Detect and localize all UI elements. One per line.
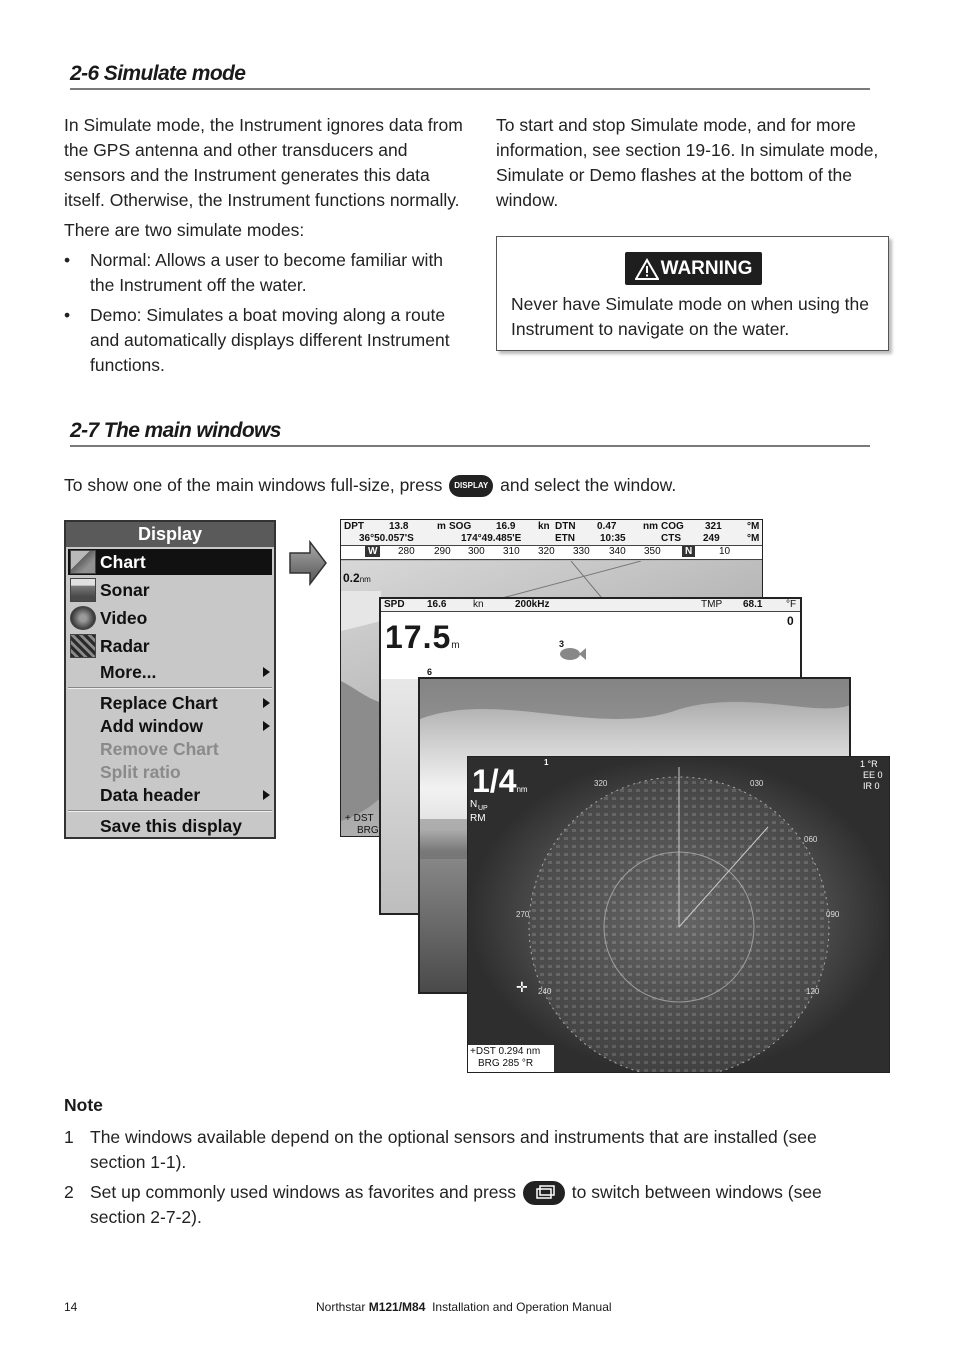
chart-scale: 0.2nm (343, 571, 371, 585)
bearing-label: 060 (804, 835, 818, 844)
compass-label: 300 (468, 546, 485, 557)
section-title-simulate: 2-6 Simulate mode (70, 62, 870, 90)
menu-divider (68, 810, 272, 812)
hdr-cts-unit: °M (747, 533, 760, 544)
fish-depth-label: 3 (559, 639, 565, 649)
chart-dst-label: + DST (345, 813, 374, 824)
hdr-etn-label: ETN (555, 533, 575, 544)
menu-item-chart[interactable]: Chart (68, 549, 272, 575)
hdr-etn-value: 10:35 (600, 533, 626, 544)
sonar-range-top: 0 (787, 614, 794, 628)
menu-item-split-ratio: Split ratio (100, 762, 181, 782)
warning-label: WARNING (660, 257, 753, 279)
hdr-spd-unit: kn (473, 599, 484, 610)
chart-icon (70, 550, 96, 574)
video-icon (70, 606, 96, 630)
menu-item-save-display[interactable]: Save this display (100, 816, 243, 836)
bearing-label: 320 (594, 779, 608, 788)
list-item: • Demo: Simulates a boat moving along a route and automatically displays different Instrument functions. (64, 303, 464, 378)
menu-item-replace-chart[interactable]: Replace Chart (68, 690, 272, 716)
compass-label: 350 (644, 546, 661, 557)
hdr-cog-value: 321 (705, 521, 722, 532)
simulate-paragraph-2: There are two simulate modes: (64, 220, 305, 240)
radar-top-label: 1 (544, 758, 549, 767)
note-text-after: to switch between windows (see section 2-7-2). (90, 1182, 822, 1228)
simulate-left-column (64, 113, 464, 383)
compass-label: 330 (573, 546, 590, 557)
page-number: 14 (64, 1300, 78, 1314)
list-item: • Normal: Allows a user to become familiar with the Instrument off the water. (64, 248, 464, 298)
footer-title: Northstar M121/M84 Installation and Operation Manual (316, 1300, 612, 1314)
menu-item-remove-chart: Remove Chart (100, 739, 219, 759)
compass-label: 10 (719, 546, 731, 557)
hdr-dpt-value: 13.8 (389, 521, 409, 532)
radar-mode-rm: RM (470, 813, 486, 824)
radar-range-readout: 1/4nm (472, 763, 528, 799)
radar-dst-row: +DST 0.294 nm (470, 1046, 541, 1057)
note-text: The windows available depend on the optional sensors and instruments that are installed (see section 1-1). (90, 1127, 817, 1172)
hdr-longitude: 174°49.485'E (461, 533, 522, 544)
radar-info-line: EE 0 (863, 770, 883, 780)
list-item (64, 1180, 874, 1230)
compass-label: W (365, 546, 380, 557)
bearing-label: 090 (826, 910, 840, 919)
favorites-key-icon (523, 1181, 565, 1205)
bearing-label: 270 (516, 910, 530, 919)
radar-cursor-icon: ✛ (516, 979, 528, 995)
sonar-icon (70, 578, 96, 602)
warning-box (496, 236, 889, 351)
chart-data-header (341, 520, 762, 546)
sonar-depth-readout: 17.5m (385, 619, 461, 655)
compass-label: 280 (398, 546, 415, 557)
radar-brg-row: BRG 285 °R (478, 1058, 534, 1069)
bearing-label: 030 (750, 779, 764, 788)
warning-triangle-icon (635, 258, 659, 280)
simulate-right-paragraph: To start and stop Simulate mode, and for more information, see section 19-16. In simulate mode, Simulate or Demo flashes at the bottom of the window. (496, 115, 879, 210)
hdr-tmp-unit: °F (786, 599, 797, 610)
simulate-modes-list (64, 248, 464, 378)
hdr-tmp-value: 68.1 (743, 599, 763, 610)
hdr-dtn-unit: nm (643, 521, 658, 532)
menu-item-more[interactable]: More... (68, 659, 272, 685)
menu-item-add-window[interactable]: Add window (68, 713, 272, 739)
submenu-arrow-icon (263, 667, 270, 677)
note-heading: Note (64, 1095, 103, 1115)
hdr-cog-unit: °M (747, 521, 760, 532)
radar-dst-brg-box (468, 1045, 554, 1073)
list-item (64, 1125, 874, 1175)
menu-title: Display (66, 522, 274, 547)
radar-icon (70, 634, 96, 658)
warning-badge (625, 252, 762, 285)
hdr-spd-label: SPD (384, 599, 405, 610)
right-arrow-icon (288, 540, 328, 586)
fish-depth-label-2: 6 (427, 667, 433, 677)
compass-label: 340 (609, 546, 626, 557)
display-menu (64, 520, 276, 839)
bearing-label: 240 (538, 987, 552, 996)
radar-window (467, 756, 890, 1073)
intro-before-text: To show one of the main windows full-size, press (64, 475, 443, 495)
hdr-dpt-unit: m (437, 521, 446, 532)
compass-label: 320 (538, 546, 555, 557)
hdr-cts-value: 249 (703, 533, 720, 544)
menu-item-video[interactable]: Video (68, 605, 272, 631)
note-number: 2 (64, 1182, 74, 1202)
hdr-sog-label: SOG (449, 521, 472, 532)
radar-info-line: IR 0 (863, 781, 880, 791)
hdr-dpt-label: DPT (344, 521, 364, 532)
bearing-label: 120 (806, 987, 820, 996)
display-key-icon: DISPLAY (449, 475, 493, 497)
hdr-sog-value: 16.9 (496, 521, 516, 532)
fish-icon (557, 645, 587, 663)
compass-label: 310 (503, 546, 520, 557)
radar-mode-north: N (470, 799, 478, 810)
radar-mode-up: UP (478, 805, 488, 812)
menu-item-data-header[interactable]: Data header (68, 782, 272, 808)
chart-brg-label: BRG (357, 825, 379, 836)
section-title-main-windows: 2-7 The main windows (70, 419, 870, 447)
main-windows-intro (64, 473, 884, 498)
hdr-dtn-label: DTN (555, 521, 576, 532)
menu-divider (68, 687, 272, 689)
hdr-dtn-value: 0.47 (597, 521, 617, 532)
simulate-paragraph-1: In Simulate mode, the Instrument ignores data from the GPS antenna and other transducers and sensors and the Instrument generates this data itself. Otherwise, the Instrument functions normally. (64, 115, 463, 210)
compass-bar (341, 546, 762, 560)
submenu-arrow-icon (263, 698, 270, 708)
compass-label: N (682, 546, 695, 557)
hdr-cog-label: COG (661, 521, 684, 532)
note-text-before: Set up commonly used windows as favorites and press (90, 1182, 517, 1202)
menu-item-radar[interactable]: Radar (68, 633, 272, 659)
warning-text: Never have Simulate mode on when using the Instrument to navigate on the water. (511, 294, 869, 339)
menu-item-sonar[interactable]: Sonar (68, 577, 272, 603)
sonar-data-header (381, 599, 800, 612)
radar-info-line: 1 °R (860, 759, 878, 769)
note-number: 1 (64, 1127, 74, 1147)
submenu-arrow-icon (263, 790, 270, 800)
hdr-spd-value: 16.6 (427, 599, 447, 610)
hdr-tmp-label: TMP (701, 599, 723, 610)
hdr-latitude: 36°50.057'S (359, 533, 414, 544)
simulate-right-column (496, 113, 891, 218)
hdr-cts-label: CTS (661, 533, 681, 544)
hdr-sog-unit: kn (538, 521, 550, 532)
hdr-frequency: 200kHz (515, 599, 550, 610)
intro-after-text: and select the window. (500, 475, 677, 495)
compass-label: 290 (434, 546, 451, 557)
notes-list (64, 1125, 874, 1235)
submenu-arrow-icon (263, 721, 270, 731)
